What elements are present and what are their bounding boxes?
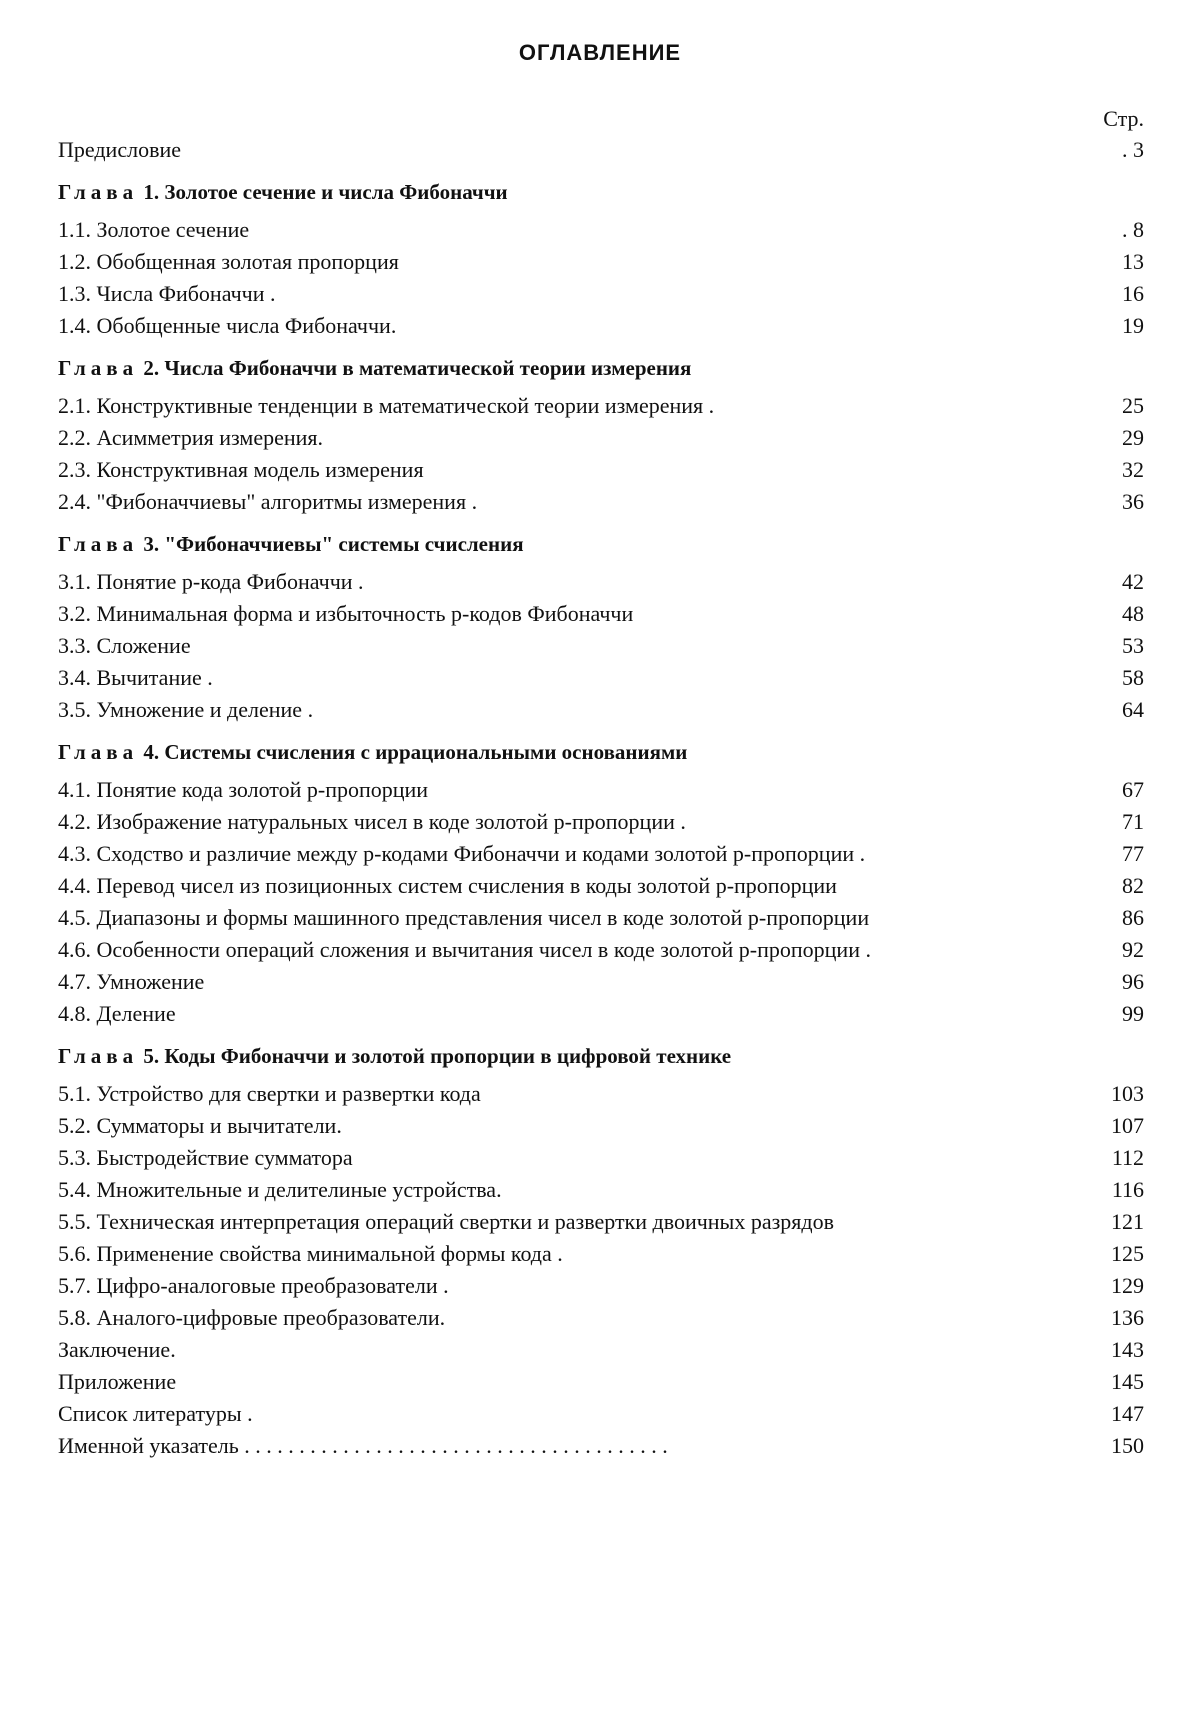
toc-entry-page: 147 — [1111, 1401, 1144, 1426]
toc-entry[interactable] — [58, 310, 1144, 342]
toc-entry-label: Список литературы . — [58, 1401, 253, 1426]
toc-entry-page: 136 — [1111, 1305, 1144, 1330]
toc-entry[interactable] — [58, 1238, 1144, 1270]
chapter-prefix: Глава — [58, 532, 139, 556]
toc-entry[interactable] — [58, 390, 1144, 422]
toc-entry-page: 48 — [1122, 601, 1144, 626]
toc-entry[interactable] — [58, 806, 1144, 838]
toc-entry-label: 5.8. Аналого-цифровые преобразователи. — [58, 1305, 446, 1330]
toc-entry[interactable] — [58, 278, 1144, 310]
toc-entry[interactable] — [58, 1366, 1144, 1398]
toc-entry[interactable] — [58, 246, 1144, 278]
toc-entry-label: 5.1. Устройство для свертки и развертки кода — [58, 1081, 481, 1106]
toc-entry-label: 3.4. Вычитание . — [58, 665, 213, 690]
toc-entry-label: 2.1. Конструктивные тенденции в математической теории измерения . — [58, 393, 715, 418]
toc-entry[interactable] — [58, 694, 1144, 726]
toc-entry-page: 64 — [1122, 697, 1144, 722]
toc-entry[interactable] — [58, 1110, 1144, 1142]
toc-entry-page: 19 — [1122, 313, 1144, 338]
toc-entry-page: 99 — [1122, 1001, 1144, 1026]
toc-entry[interactable] — [58, 1398, 1144, 1430]
toc-entry-label: 5.6. Применение свойства минимальной формы кода . — [58, 1241, 563, 1266]
toc-entry-label: 1.1. Золотое сечение — [58, 217, 250, 242]
chapter-title: Числа Фибоначчи в математической теории измерения — [164, 356, 692, 380]
chapter-title: "Фибоначчиевы" системы счисления — [164, 532, 524, 556]
chapter-heading[interactable] — [58, 736, 1144, 768]
toc-entry-page: 92 — [1122, 937, 1144, 962]
toc-entry-page: 116 — [1111, 1177, 1144, 1202]
toc-entry[interactable] — [58, 214, 1144, 246]
toc-entry-label: 1.4. Обобщенные числа Фибоначчи. — [58, 313, 397, 338]
toc-entry-label: 5.4. Множительные и делителиные устройства. — [58, 1177, 502, 1202]
toc-entry-page: 112 — [1111, 1145, 1144, 1170]
toc-entry[interactable] — [58, 1270, 1144, 1302]
toc-entry-label: 4.3. Сходство и различие между p-кодами Фибоначчи и кодами золотой p-пропорции . — [58, 841, 866, 866]
toc-entry-label: 4.6. Особенности операций сложения и вычитания чисел в коде золотой p-пропорции . — [58, 937, 871, 962]
toc-entry-page: 125 — [1111, 1241, 1144, 1266]
toc-entry[interactable] — [58, 774, 1144, 806]
toc-entry-page: 25 — [1122, 393, 1144, 418]
toc-entry-page: 67 — [1122, 777, 1144, 802]
toc-entry[interactable] — [58, 1142, 1144, 1174]
chapter-number: 5. — [143, 1044, 160, 1068]
toc-entry-page: 86 — [1122, 905, 1144, 930]
toc-entry-label: Заключение. — [58, 1337, 176, 1362]
toc-entry-page: 129 — [1111, 1273, 1144, 1298]
toc-entry-preface[interactable] — [58, 134, 1144, 166]
chapter-prefix: Глава — [58, 1044, 139, 1068]
chapter-title: Коды Фибоначчи и золотой пропорции в цифровой технике — [164, 1044, 732, 1068]
toc-entry-label: 4.1. Понятие кода золотой p-пропорции — [58, 777, 429, 802]
chapter-prefix: Глава — [58, 740, 139, 764]
toc-entry[interactable] — [58, 902, 1144, 934]
chapter-number: 2. — [143, 356, 160, 380]
toc-entry[interactable] — [58, 662, 1144, 694]
toc-entry-page: 143 — [1111, 1337, 1144, 1362]
toc-entry[interactable] — [58, 838, 1144, 870]
toc-entry[interactable] — [58, 998, 1144, 1030]
toc-entry-label: 5.5. Техническая интерпретация операций свертки и развертки двоичных разрядов — [58, 1209, 834, 1234]
chapter-number: 1. — [143, 180, 160, 204]
toc-entry[interactable] — [58, 454, 1144, 486]
toc-entry-label: 5.2. Сумматоры и вычитатели. — [58, 1113, 342, 1138]
toc-entry-page: 36 — [1122, 489, 1144, 514]
toc-entry-label: 3.3. Сложение — [58, 633, 191, 658]
page-title: ОГЛАВЛЕНИЕ — [518, 40, 682, 65]
chapter-title: Золотое сечение и числа Фибоначчи — [164, 180, 508, 204]
toc-entry-label: 3.5. Умножение и деление . — [58, 697, 314, 722]
toc-entry-label: 1.3. Числа Фибоначчи . — [58, 281, 276, 306]
toc-entry-page: 71 — [1122, 809, 1144, 834]
chapter-heading[interactable] — [58, 176, 1144, 208]
toc-entry-page: 42 — [1122, 569, 1144, 594]
toc-entry-page: 145 — [1111, 1369, 1144, 1394]
end-matter — [58, 1334, 1144, 1462]
toc-entry[interactable] — [58, 1206, 1144, 1238]
toc-entry-label: 4.7. Умножение — [58, 969, 205, 994]
toc-entry-label: 2.3. Конструктивная модель измерения — [58, 457, 424, 482]
toc-entry-page: 103 — [1111, 1081, 1144, 1106]
toc-entry-label: 2.2. Асимметрия измерения. — [58, 425, 324, 450]
toc-entry-label: 4.8. Деление — [58, 1001, 176, 1026]
chapter-heading[interactable] — [58, 528, 1144, 560]
toc-entry[interactable] — [58, 486, 1144, 518]
toc-entry-label: 5.7. Цифро-аналоговые преобразователи . — [58, 1273, 449, 1298]
toc-entry-label: Именной указатель . . . . . . . . . . . . . . . . . . . . . . . . . . . . . . . . . . . . . . . — [58, 1433, 668, 1458]
toc-entry-page: 96 — [1122, 969, 1144, 994]
toc-entry-label: 4.5. Диапазоны и формы машинного представления чисел в коде золотой p-пропорции — [58, 905, 870, 930]
toc-entry[interactable] — [58, 566, 1144, 598]
toc-entry-page: 32 — [1122, 457, 1144, 482]
toc-entry-page: 77 — [1122, 841, 1144, 866]
page-column-label: Стр. — [1103, 106, 1144, 131]
toc-entry[interactable] — [58, 934, 1144, 966]
toc-entry-page: 121 — [1111, 1209, 1144, 1234]
toc-entry-page: 150 — [1111, 1433, 1144, 1458]
toc-entry-label: 1.2. Обобщенная золотая пропорция — [58, 249, 399, 274]
toc-entry-page: 29 — [1122, 425, 1144, 450]
toc-entry-label: 3.2. Минимальная форма и избыточность p-кодов Фибоначчи — [58, 601, 634, 626]
toc-entry-page: 58 — [1122, 665, 1144, 690]
toc-entry-label: 4.4. Перевод чисел из позиционных систем счисления в коды золотой p-пропорции — [58, 873, 837, 898]
toc-entry[interactable] — [58, 966, 1144, 998]
toc-entry[interactable] — [58, 1334, 1144, 1366]
toc-entry[interactable] — [58, 870, 1144, 902]
chapters — [58, 176, 1144, 1334]
chapter-prefix: Глава — [58, 356, 139, 380]
toc-entry-page: . 3 — [1122, 137, 1144, 162]
chapter-heading[interactable] — [58, 352, 1144, 384]
toc-entry-page: 53 — [1122, 633, 1144, 658]
chapter-prefix: Глава — [58, 180, 139, 204]
toc-entry-label: 3.1. Понятие p-кода Фибоначчи . — [58, 569, 364, 594]
toc-entry-page: 13 — [1122, 249, 1144, 274]
toc-entry[interactable] — [58, 1078, 1144, 1110]
toc-entry-page: 82 — [1122, 873, 1144, 898]
toc-entry-page: 16 — [1122, 281, 1144, 306]
chapter-heading[interactable] — [58, 1040, 1144, 1072]
toc-entry[interactable] — [58, 422, 1144, 454]
toc-entry-page: . 8 — [1122, 217, 1144, 242]
toc-entry-label: 5.3. Быстродействие сумматора — [58, 1145, 353, 1170]
chapter-title: Системы счисления с иррациональными основаниями — [164, 740, 688, 764]
toc-entry-label: Предисловие — [58, 137, 181, 162]
toc-entry[interactable] — [58, 1302, 1144, 1334]
toc-entry[interactable] — [58, 598, 1144, 630]
toc-entry-label: 2.4. "Фибоначчиевы" алгоритмы измерения . — [58, 489, 478, 514]
chapter-number: 3. — [143, 532, 160, 556]
table-of-contents — [58, 104, 1144, 1462]
toc-entry[interactable] — [58, 1430, 1144, 1462]
toc-entry-label: 4.2. Изображение натуральных чисел в коде золотой p-пропорции . — [58, 809, 686, 834]
toc-entry[interactable] — [58, 1174, 1144, 1206]
toc-entry[interactable] — [58, 630, 1144, 662]
chapter-number: 4. — [143, 740, 160, 764]
toc-entry-page: 107 — [1111, 1113, 1144, 1138]
toc-entry-label: Приложение — [58, 1369, 177, 1394]
